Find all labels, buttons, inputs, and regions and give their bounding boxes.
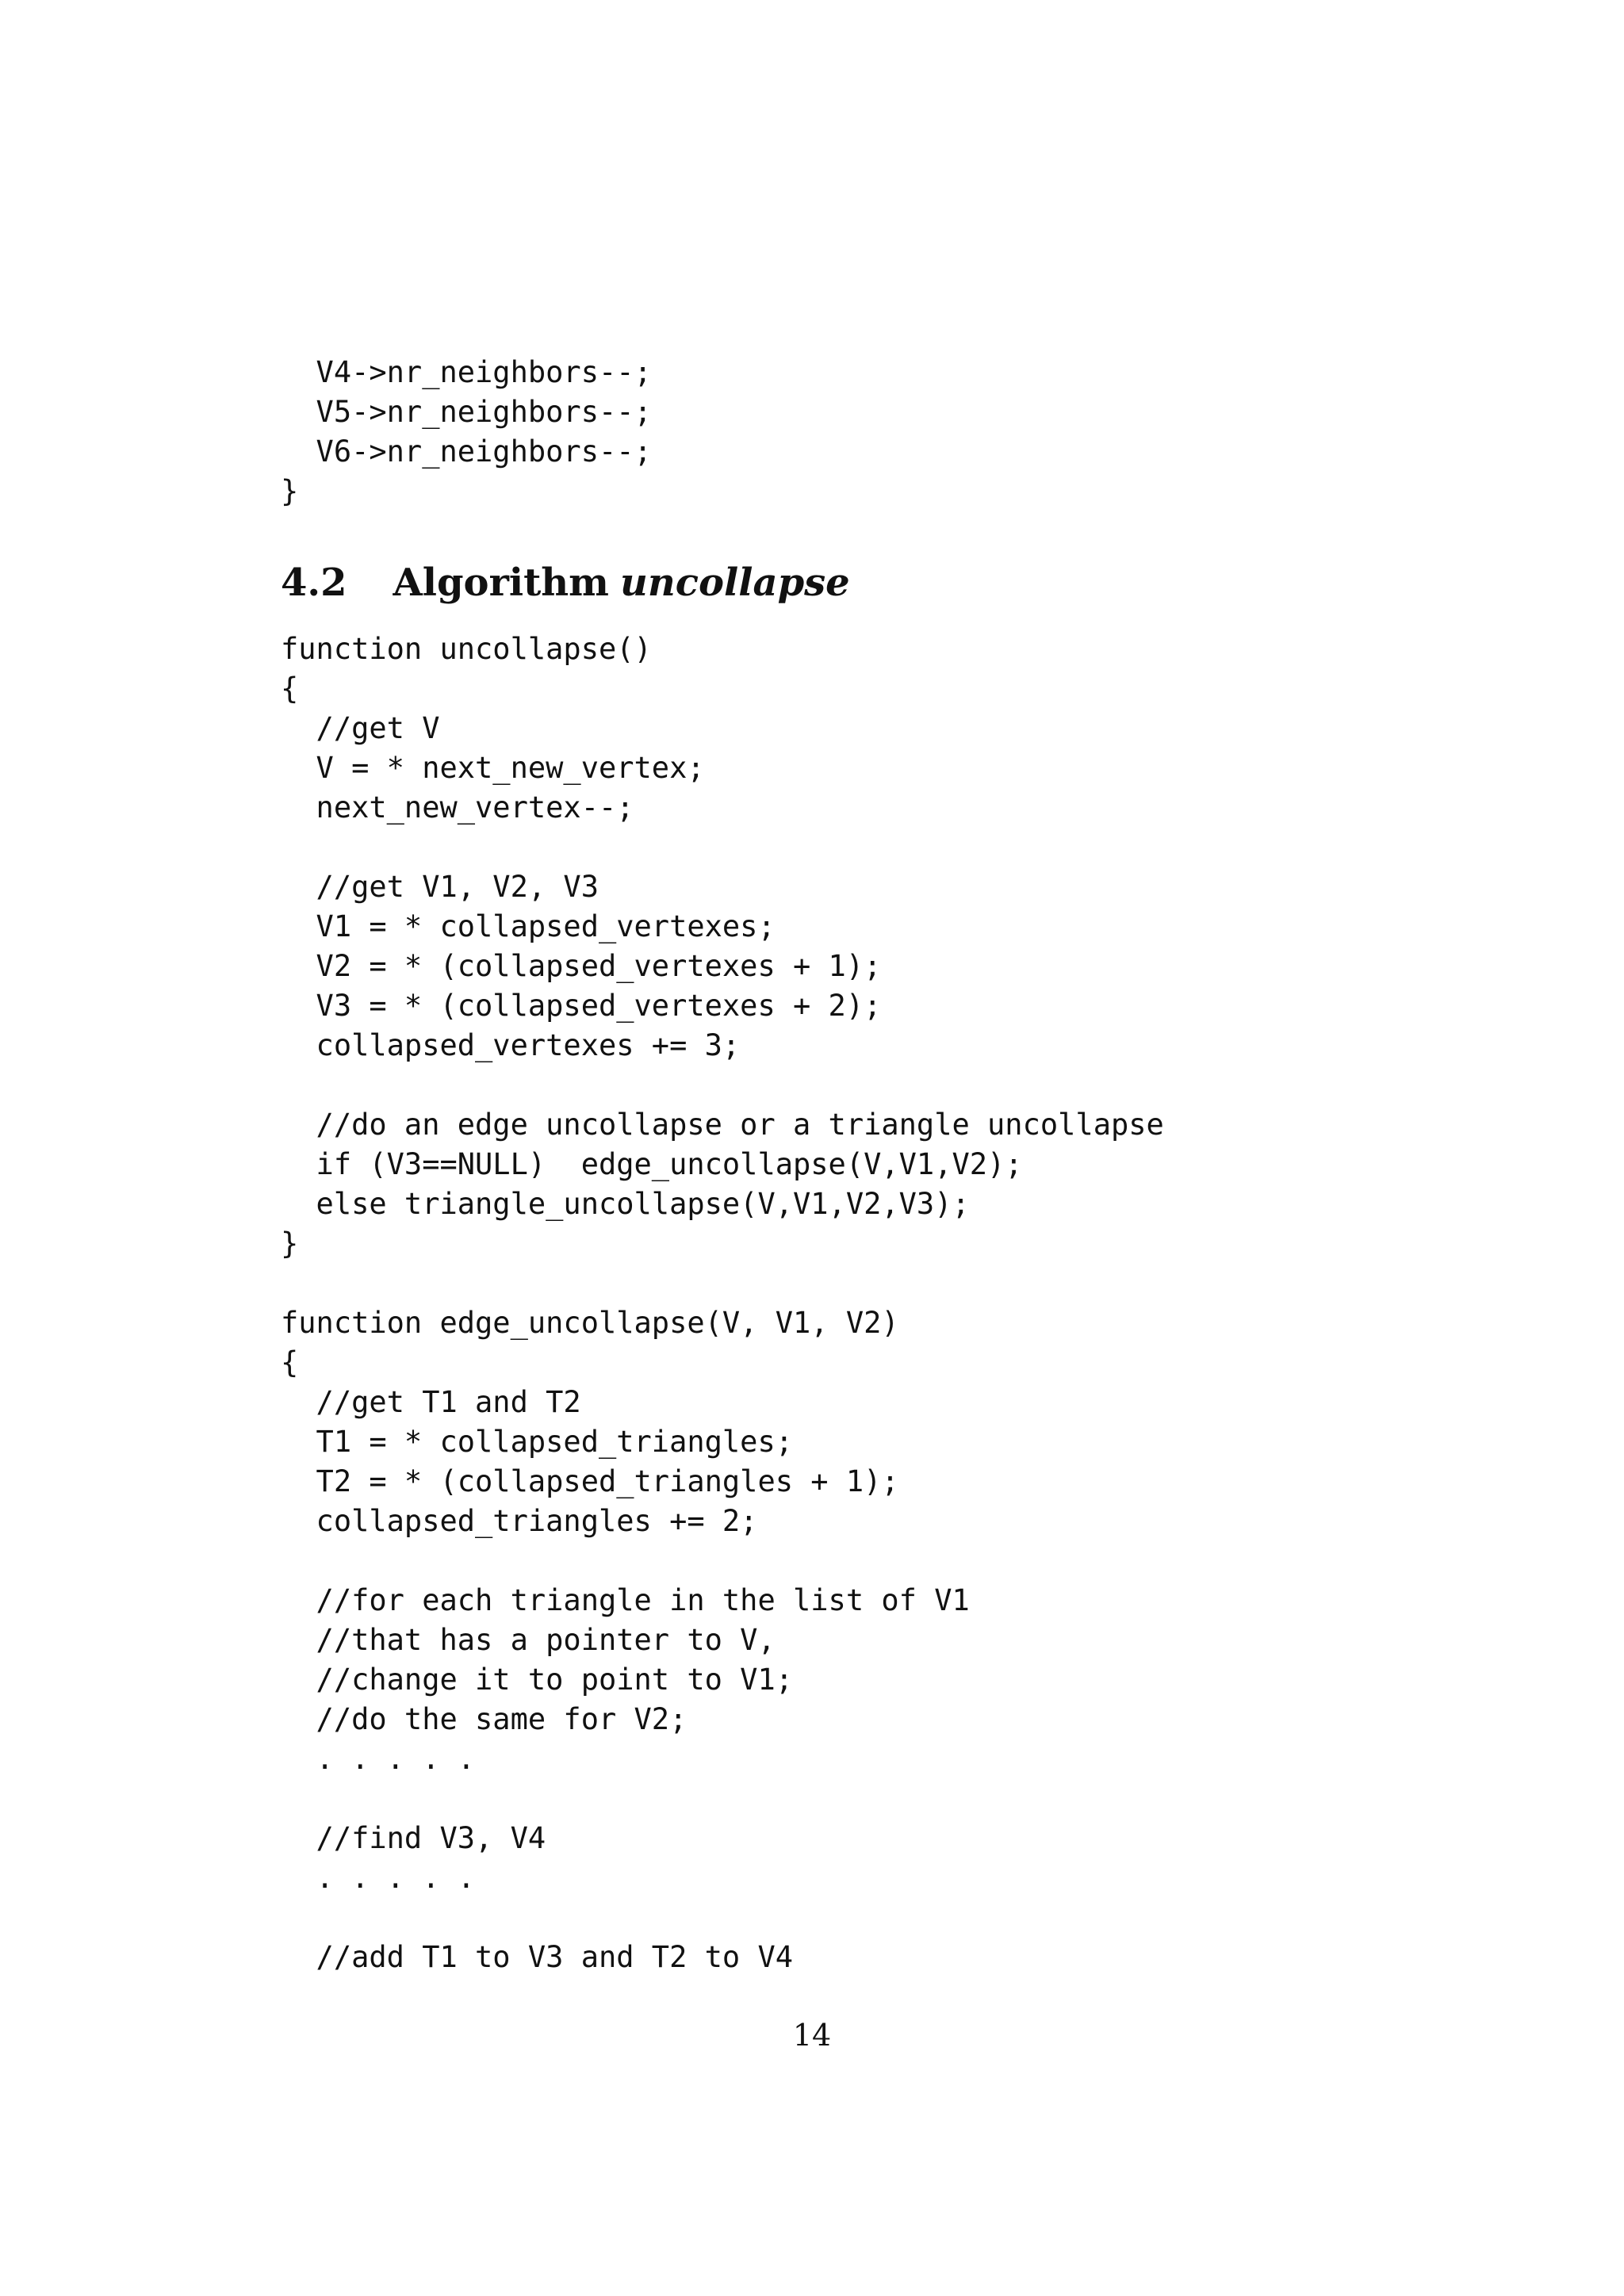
code-line: //get V1, V2, V3 xyxy=(281,870,599,904)
code-block-uncollapse xyxy=(281,629,1164,1264)
code-line xyxy=(281,1541,970,1581)
section-number: 4.2 xyxy=(281,561,347,605)
code-line: //find V3, V4 xyxy=(281,1821,546,1855)
code-line xyxy=(281,1898,970,1938)
code-line: V2 = * (collapsed_vertexes + 1); xyxy=(281,949,882,983)
page-number: 14 xyxy=(792,2018,832,2053)
code-line: } xyxy=(281,1226,299,1261)
code-block-edge-uncollapse xyxy=(281,1303,970,1977)
code-line: //do an edge uncollapse or a triangle uncollapse xyxy=(281,1108,1164,1142)
code-line: { xyxy=(281,672,299,706)
section-heading xyxy=(281,555,850,610)
code-line: //get T1 and T2 xyxy=(281,1385,581,1419)
code-line xyxy=(281,1779,970,1819)
code-line: //for each triangle in the list of V1 xyxy=(281,1583,970,1617)
code-line: V5->nr_neighbors--; xyxy=(281,395,652,429)
code-line: if (V3==NULL) edge_uncollapse(V,V1,V2); xyxy=(281,1147,1023,1181)
code-line: V = * next_new_vertex; xyxy=(281,751,705,785)
code-line: function uncollapse() xyxy=(281,632,652,666)
code-line: . . . . . xyxy=(281,1861,476,1895)
code-line: T1 = * collapsed_triangles; xyxy=(281,1425,794,1459)
code-line: { xyxy=(281,1345,299,1380)
code-line: collapsed_vertexes += 3; xyxy=(281,1028,741,1062)
code-line: . . . . . xyxy=(281,1742,476,1776)
code-line: else triangle_uncollapse(V,V1,V2,V3); xyxy=(281,1187,970,1221)
code-line: function edge_uncollapse(V, V1, V2) xyxy=(281,1306,899,1340)
code-line: //add T1 to V3 and T2 to V4 xyxy=(281,1940,794,1974)
code-line: V6->nr_neighbors--; xyxy=(281,434,652,469)
code-line: } xyxy=(281,474,299,508)
section-title: Algorithm xyxy=(393,561,609,605)
code-line: V4->nr_neighbors--; xyxy=(281,355,652,389)
section-title-italic: uncollapse xyxy=(619,561,850,605)
code-line: //get V xyxy=(281,711,440,745)
code-line: collapsed_triangles += 2; xyxy=(281,1504,758,1538)
code-line: //do the same for V2; xyxy=(281,1702,688,1736)
code-line xyxy=(281,1066,1164,1105)
code-line: T2 = * (collapsed_triangles + 1); xyxy=(281,1464,899,1498)
code-line: V3 = * (collapsed_vertexes + 2); xyxy=(281,989,882,1023)
code-line: //change it to point to V1; xyxy=(281,1663,794,1697)
code-line xyxy=(281,828,1164,867)
code-block-continued xyxy=(281,353,652,511)
code-line: //that has a pointer to V, xyxy=(281,1623,776,1657)
code-line: V1 = * collapsed_vertexes; xyxy=(281,909,776,943)
code-line: next_new_vertex--; xyxy=(281,790,634,825)
